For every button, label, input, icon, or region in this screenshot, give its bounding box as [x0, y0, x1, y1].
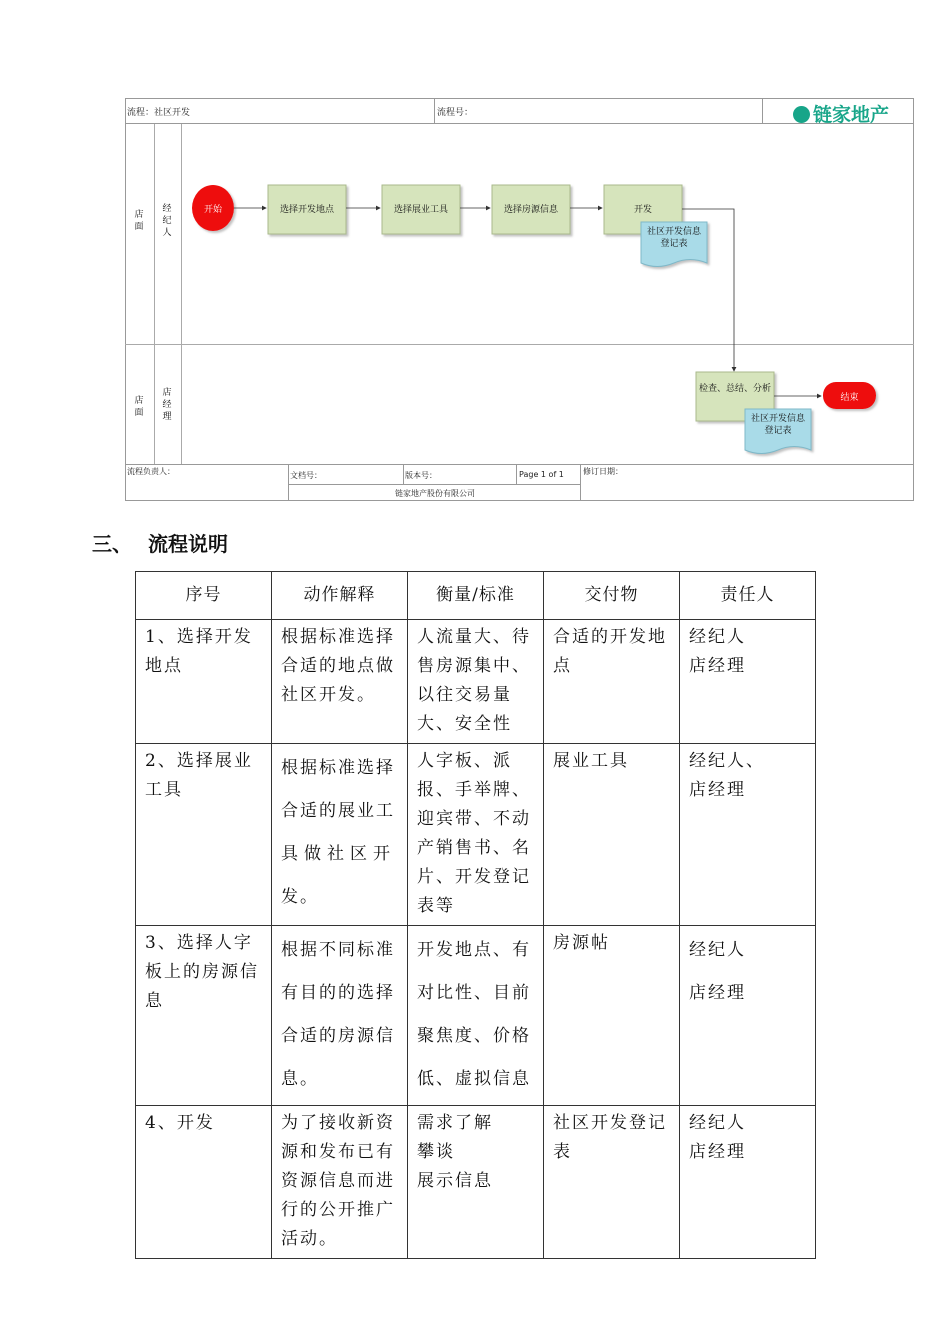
header-step: 序号 — [136, 572, 272, 620]
text-line: 经纪人、 — [689, 751, 765, 771]
step5-label: 检查、总结、分析 — [699, 384, 772, 394]
text-line: 人字板、派 — [417, 751, 512, 771]
text-line: 店经理 — [689, 1142, 746, 1162]
cell-step — [136, 620, 272, 744]
lane1-role: 经纪人 — [162, 204, 172, 238]
text-line: 经纪人 — [689, 940, 746, 960]
text-line: 息 — [145, 991, 164, 1011]
text-line: 地点 — [145, 656, 183, 676]
text-line: 1、选择开发 — [145, 627, 253, 647]
text-line: 社区开发。 — [281, 685, 376, 705]
header-action: 动作解释 — [272, 572, 408, 620]
text-line: 社区开发登记 — [553, 1113, 667, 1133]
text-line: 低、虚拟信息 — [417, 1069, 531, 1089]
text-line: 展业工具 — [553, 751, 629, 771]
doc2-label: 社区开发信息登记表 — [750, 414, 805, 436]
cell-step — [136, 744, 272, 926]
logo-icon — [793, 106, 810, 123]
text-line: 资源信息而进 — [281, 1171, 395, 1191]
table-row — [136, 744, 816, 926]
text-line: 合适的开发地 — [553, 627, 667, 647]
header-standard: 衡量/标准 — [408, 572, 544, 620]
footer-doc-no: 文档号： — [290, 471, 322, 480]
cell-owner — [680, 1106, 816, 1259]
step4-label: 开发 — [633, 205, 652, 215]
process-number-label: 流程号： — [437, 108, 474, 118]
text-line: 店经理 — [689, 656, 746, 676]
text-line: 根据标准选择 — [281, 627, 395, 647]
text-line: 经纪人 — [689, 1113, 746, 1133]
text-line: 根据标准选择 — [281, 758, 395, 778]
text-line: 合适的地点做 — [281, 656, 395, 676]
step3-label: 选择房源信息 — [503, 205, 558, 215]
cell-action — [272, 1106, 408, 1259]
text-line: 有目的的选择 — [281, 983, 395, 1003]
text-line: 具做社区开 — [281, 844, 396, 864]
cell-step — [136, 1106, 272, 1259]
cell-deliverable — [544, 1106, 680, 1259]
cell-action — [272, 926, 408, 1106]
process-flowchart — [125, 98, 914, 501]
process-description-table — [135, 571, 816, 1259]
text-line: 产销售书、名 — [417, 838, 531, 858]
text-line: 店经理 — [689, 780, 746, 800]
text-line: 根据不同标准 — [281, 940, 395, 960]
text-line: 源和发布已有 — [281, 1142, 395, 1162]
section-title: 流程说明 — [148, 532, 228, 556]
text-line: 4、开发 — [145, 1113, 215, 1133]
end-label: 结束 — [840, 393, 859, 403]
text-line: 活动。 — [281, 1229, 338, 1249]
text-line: 迎宾带、不动 — [417, 809, 531, 829]
text-line: 攀谈 — [417, 1142, 455, 1162]
text-line: 点 — [553, 656, 572, 676]
cell-owner — [680, 926, 816, 1106]
cell-deliverable — [544, 744, 680, 926]
flowchart-graphics — [125, 98, 914, 501]
text-line: 片、开发登记 — [417, 867, 531, 887]
cell-standard — [408, 1106, 544, 1259]
section-heading — [92, 528, 228, 557]
cell-action — [272, 620, 408, 744]
text-line: 工具 — [145, 780, 183, 800]
text-line: 展示信息 — [417, 1171, 493, 1191]
cell-deliverable — [544, 620, 680, 744]
table-row — [136, 926, 816, 1106]
footer-page: Page 1 of 1 — [519, 470, 564, 479]
table-row — [136, 620, 816, 744]
cell-owner — [680, 620, 816, 744]
cell-standard — [408, 744, 544, 926]
table-header-row — [136, 572, 816, 620]
cell-standard — [408, 620, 544, 744]
text-line: 房源帖 — [553, 933, 610, 953]
text-line: 合适的展业工 — [281, 801, 395, 821]
text-line: 以往交易量 — [417, 685, 512, 705]
cell-owner — [680, 744, 816, 926]
text-line: 板上的房源信 — [145, 962, 259, 982]
text-line: 经纪人 — [689, 627, 746, 647]
cell-standard — [408, 926, 544, 1106]
text-line: 店经理 — [689, 983, 746, 1003]
text-line: 开发地点、有 — [417, 940, 531, 960]
lane2-role: 店经理 — [162, 388, 172, 422]
cell-deliverable — [544, 926, 680, 1106]
text-line: 大、安全性 — [417, 714, 512, 734]
text-line: 售房源集中、 — [417, 656, 531, 676]
text-line: 2、选择展业 — [145, 751, 253, 771]
footer-company: 链家地产股份有限公司 — [395, 489, 475, 498]
text-line: 表等 — [417, 896, 455, 916]
footer-owner: 流程负责人： — [127, 467, 175, 476]
start-label: 开始 — [203, 205, 222, 215]
text-line: 合适的房源信 — [281, 1026, 395, 1046]
header-owner: 责任人 — [680, 572, 816, 620]
step1-label: 选择开发地点 — [279, 205, 334, 215]
text-line: 表 — [553, 1142, 572, 1162]
section-number: 三、 — [92, 532, 132, 556]
text-line: 对比性、目前 — [417, 983, 531, 1003]
footer-revised: 修订日期： — [583, 467, 623, 476]
text-line: 报、手举牌、 — [417, 780, 531, 800]
text-line: 为了接收新资 — [281, 1113, 395, 1133]
footer-version: 版本号： — [405, 471, 437, 480]
text-line: 需求了解 — [417, 1113, 493, 1133]
lane2-dept: 店面 — [134, 396, 144, 418]
table-row — [136, 1106, 816, 1259]
text-line: 聚焦度、价格 — [417, 1026, 531, 1046]
text-line: 3、选择人字 — [145, 933, 253, 953]
cell-action — [272, 744, 408, 926]
header-deliverable: 交付物 — [544, 572, 680, 620]
cell-step — [136, 926, 272, 1106]
text-line: 发。 — [281, 887, 319, 907]
text-line: 行的公开推广 — [281, 1200, 395, 1220]
logo-text: 链家地产 — [813, 104, 890, 126]
text-line: 人流量大、待 — [417, 627, 531, 647]
company-logo — [793, 100, 889, 127]
doc1-label: 社区开发信息登记表 — [646, 227, 701, 249]
lane1-dept: 店面 — [134, 210, 144, 232]
process-name-label: 流程：社区开发 — [127, 108, 191, 118]
text-line: 息。 — [281, 1069, 319, 1089]
step2-label: 选择展业工具 — [393, 205, 448, 215]
